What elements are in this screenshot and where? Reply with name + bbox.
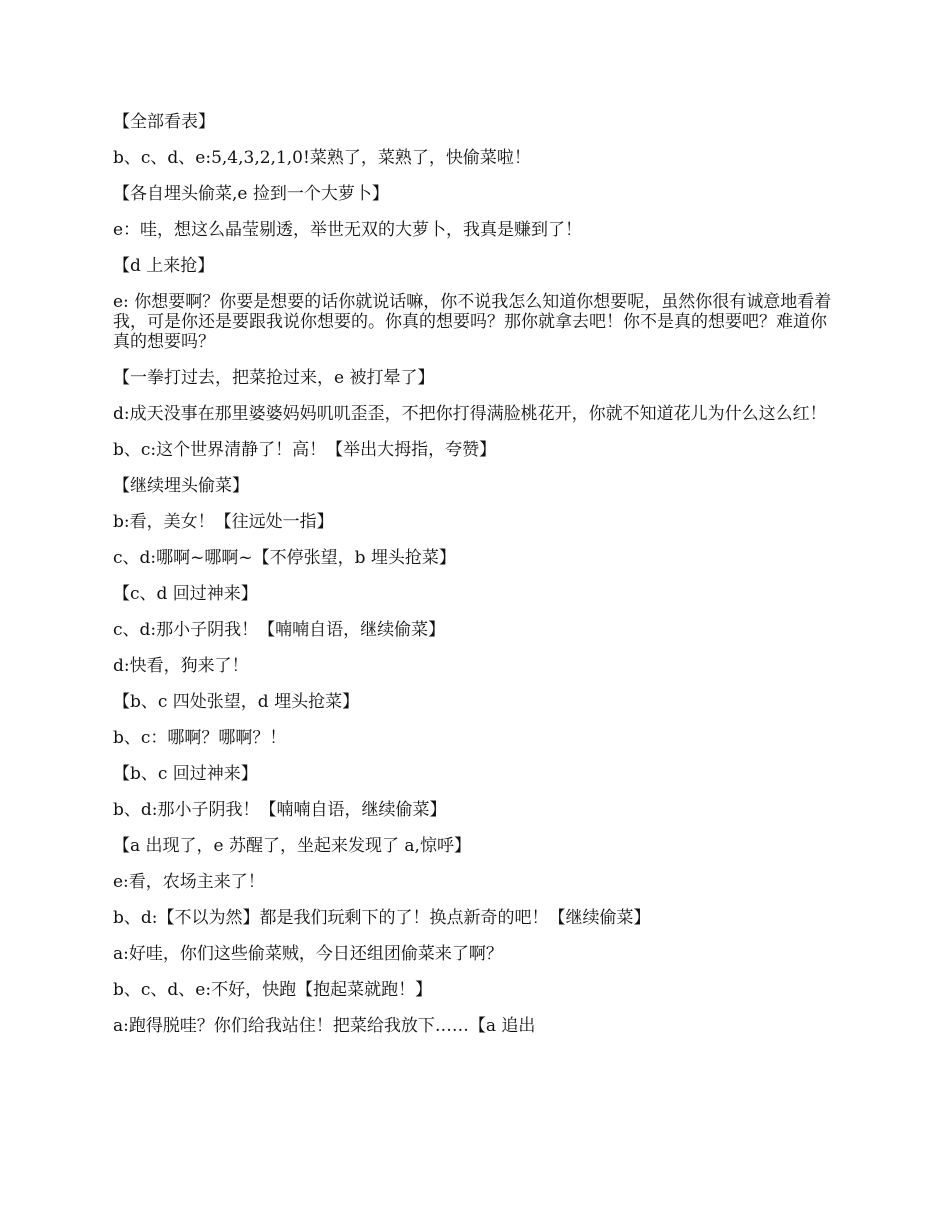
paragraph: e:看，农场主来了！ <box>113 872 265 892</box>
paragraph: 【a 出现了，e 苏醒了，坐起来发现了 a,惊呼】 <box>113 836 471 856</box>
paragraph: 【一拳打过去，把菜抢过来，e 被打晕了】 <box>113 368 435 388</box>
paragraph: b、c：哪啊？哪啊？！ <box>113 728 287 748</box>
paragraph: d:快看，狗来了！ <box>113 656 249 676</box>
paragraph: 【b、c 回过神来】 <box>113 764 258 784</box>
paragraph: d:成天没事在那里婆婆妈妈叽叽歪歪，不把你打得满脸桃花开，你就不知道花儿为什么这么红！ <box>113 404 827 424</box>
paragraph: a:跑得脱哇？你们给我站住！把菜给我放下……【a 追出 <box>113 1016 536 1036</box>
paragraph: 【d 上来抢】 <box>113 256 215 276</box>
paragraph: b、c、d、e:不好，快跑【抱起菜就跑！】 <box>113 980 433 1000</box>
paragraph: b、d:那小子阴我！【喃喃自语，继续偷菜】 <box>113 800 447 820</box>
paragraph: e: 你想要啊？你要是想要的话你就说话嘛，你不说我怎么知道你想要呢，虽然你很有诚意地看着我，可是你还是要跟我说你想要的。你真的想要吗？那你就拿去吧！你不是真的想要吧？难道你真的想要吗？ <box>113 292 832 352</box>
document-body <box>113 112 843 1052</box>
paragraph: b、c:这个世界清静了！高！【举出大拇指，夸赞】 <box>113 440 497 460</box>
paragraph: c、d:那小子阴我！【喃喃自语，继续偷菜】 <box>113 620 446 640</box>
paragraph: 【b、c 四处张望，d 埋头抢菜】 <box>113 692 360 712</box>
paragraph: c、d:哪啊~哪啊~【不停张望，b 埋头抢菜】 <box>113 548 456 568</box>
paragraph: b、c、d、e:5,4,3,2,1,0!菜熟了，菜熟了，快偷菜啦！ <box>113 148 531 168</box>
paragraph: a:好哇，你们这些偷菜贼，今日还组团偷菜来了啊？ <box>113 944 503 964</box>
paragraph: b:看，美女！【往远处一指】 <box>113 512 334 532</box>
paragraph: 【继续埋头偷菜】 <box>113 476 249 496</box>
paragraph: 【c、d 回过神来】 <box>113 584 258 604</box>
paragraph: 【各自埋头偷菜,e 捡到一个大萝卜】 <box>113 184 389 204</box>
paragraph: b、d:【不以为然】都是我们玩剩下的了！换点新奇的吧！【继续偷菜】 <box>113 908 651 928</box>
paragraph: 【全部看表】 <box>113 112 215 132</box>
paragraph: e：哇，想这么晶莹剔透，举世无双的大萝卜，我真是赚到了！ <box>113 220 583 240</box>
